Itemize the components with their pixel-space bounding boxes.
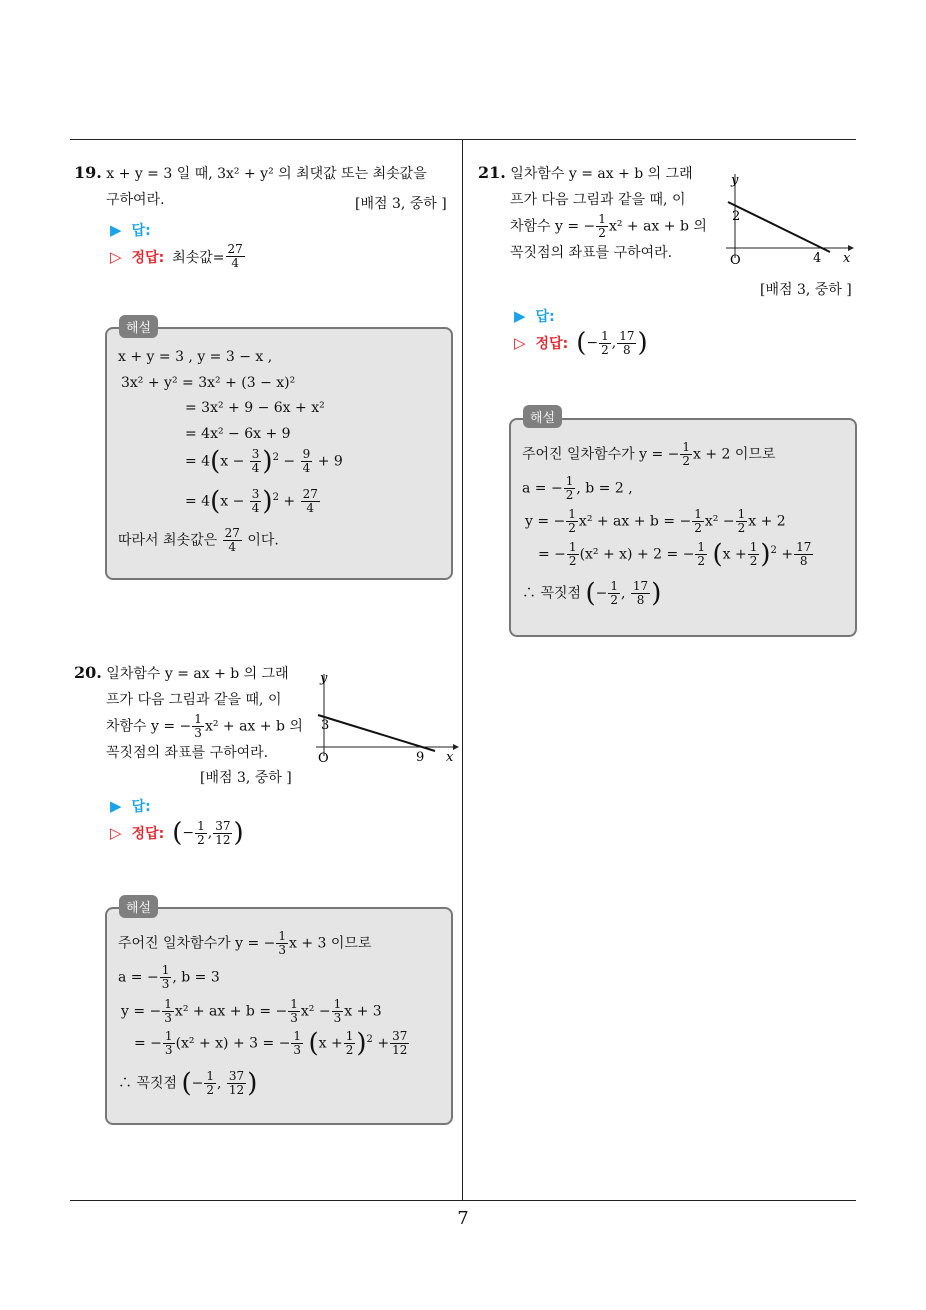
problem-text-line: 프가 다음 그림과 같을 때, 이 [510,192,686,208]
bottom-rule [70,1200,856,1201]
correct-answer-row: ▷ 정답: ( − $\frac{1}{2}$ , $\frac{37}{12}$ ) [110,818,244,848]
score-meta: [배점 3, 중하 ] [355,196,447,212]
outline-triangle-icon: ▷ [110,247,122,266]
graph-21 [722,168,857,268]
page-number: 7 [457,1208,469,1229]
solution-line: y = − $\frac{1}{3}$ x² + ax + b = − $\frac{1}{3}$ x² − $\frac{1}{3}$ x + 3 [121,997,382,1025]
origin-label: O [318,751,329,766]
problem-number: 19. [74,163,102,182]
answer-row [514,306,555,326]
solution-line: = 4(x − $\frac{3}{4}$ )$^2$ + $\frac{27}{4}$ [185,486,318,517]
correct-answer-row: ▷ 정답: ( − $\frac{1}{2}$ , $\frac{17}{8}$ ) [514,328,648,358]
problem-21: 21. 일차함수 y = ax + b 의 그래 프가 다음 그림과 같을 때, 이 차함수 y = − $\frac{1}{2}$ x² + ax + b 의 꼭짓점의 좌표를 구하여라. [478,163,707,261]
correct-text: 최솟값= [172,249,225,266]
column-divider [462,139,463,1201]
play-triangle-icon: ▶ [514,307,526,325]
x-axis-arrow [453,744,459,750]
solution-line: = − $\frac{1}{2}$ (x² + x) + 2 = − $\frac{1}{2}$ (x + $\frac{1}{2}$ )$^2$ + $\frac{17}{8}$ [538,539,812,570]
solution-line: 주어진 일차함수가 y = − $\frac{1}{2}$ x + 2 이므로 [522,440,776,468]
x-intercept-label: 4 [813,251,822,266]
problem-number: 21. [478,163,506,182]
graph-20 [310,668,460,768]
solution-tag: 해설 [119,315,158,338]
play-triangle-icon: ▶ [110,797,122,815]
problem-text-line: 일차함수 y = ax + b 의 그래 [106,666,289,682]
y-axis-label: y [731,173,739,188]
correct-label: 정답: [535,336,569,352]
solution-line: a = − $\frac{1}{2}$ , b = 2 , [522,474,633,502]
problem-text-line: 꼭짓점의 좌표를 구하여라. [106,745,269,761]
solution-line: = 3x² + 9 − 6x + x² [185,400,325,416]
x-intercept-label: 9 [416,750,425,765]
x-axis-label: x [843,251,851,266]
answer-row [110,796,151,816]
answer-row [110,220,151,240]
correct-label: 정답: [131,249,165,266]
solution-tag: 해설 [523,405,562,428]
solution-tag: 해설 [119,895,158,918]
origin-label: O [730,253,741,268]
problem-20: 20. 일차함수 y = ax + b 의 그래 프가 다음 그림과 같을 때, 이 차함수 y = − $\frac{1}{3}$ x² + ax + b 의 꼭짓점의 좌표를 구하여라. [74,663,303,761]
score-meta: [배점 3, 중하 ] [760,282,852,298]
solution-line: 따라서 최솟값은 $\frac{27}{4}$ 이다. [118,526,279,554]
solution-line: y = − $\frac{1}{2}$ x² + ax + b = − $\frac{1}{2}$ x² − $\frac{1}{2}$ x + 2 [525,507,786,535]
outline-triangle-icon: ▷ [110,824,122,842]
problem-text-line: 구하여라. [106,192,165,208]
problem-text-line: 꼭짓점의 좌표를 구하여라. [510,245,673,261]
answer-label: 답: [535,309,555,325]
answer-label: 답: [131,799,151,815]
correct-label: 정답: [131,826,165,842]
top-rule [70,139,856,140]
correct-answer-row [110,243,246,270]
solution-line: a = − $\frac{1}{3}$ , b = 3 [118,963,220,991]
function-line [728,202,830,252]
fraction: $\frac{27}{4}$ [227,242,243,270]
answer-label: 답: [131,223,151,239]
problem-text-line: 프가 다음 그림과 같을 때, 이 [106,692,282,708]
function-line [318,715,435,751]
solution-line: x + y = 3 , y = 3 − x , [118,349,273,365]
y-axis-label: y [320,671,328,686]
solution-line: ∴ 꼭짓점 (− $\frac{1}{2}$ , $\frac{37}{12}$ ) [118,1068,258,1099]
x-axis-label: x [446,750,454,765]
y-intercept-label: 2 [732,209,741,224]
solution-line: 3x² + y² = 3x² + (3 − x)² [121,375,296,391]
problem-number: 20. [74,663,102,682]
solution-line: ∴ 꼭짓점 (− $\frac{1}{2}$ , $\frac{17}{8}$ ) [522,578,662,609]
play-triangle-icon: ▶ [110,221,122,239]
problem-text-line: 일차함수 y = ax + b 의 그래 [510,166,693,182]
solution-line: 주어진 일차함수가 y = − $\frac{1}{3}$ x + 3 이므로 [118,929,372,957]
score-meta: [배점 3, 중하 ] [200,770,292,786]
outline-triangle-icon: ▷ [514,334,526,352]
solution-line: = − $\frac{1}{3}$ (x² + x) + 3 = − $\frac{1}{3}$ (x + $\frac{1}{2}$ )$^2$ + $\frac{37}{12}$ [134,1028,408,1059]
solution-line: = 4(x − $\frac{3}{4}$ )$^2$ − $\frac{9}{4}$ + 9 [185,446,343,477]
problem-text-line: x + y = 3 일 때, 3x² + y² 의 최댓값 또는 최솟값을 [106,166,427,182]
solution-line: = 4x² − 6x + 9 [185,426,291,442]
y-intercept-label: 3 [321,718,330,733]
